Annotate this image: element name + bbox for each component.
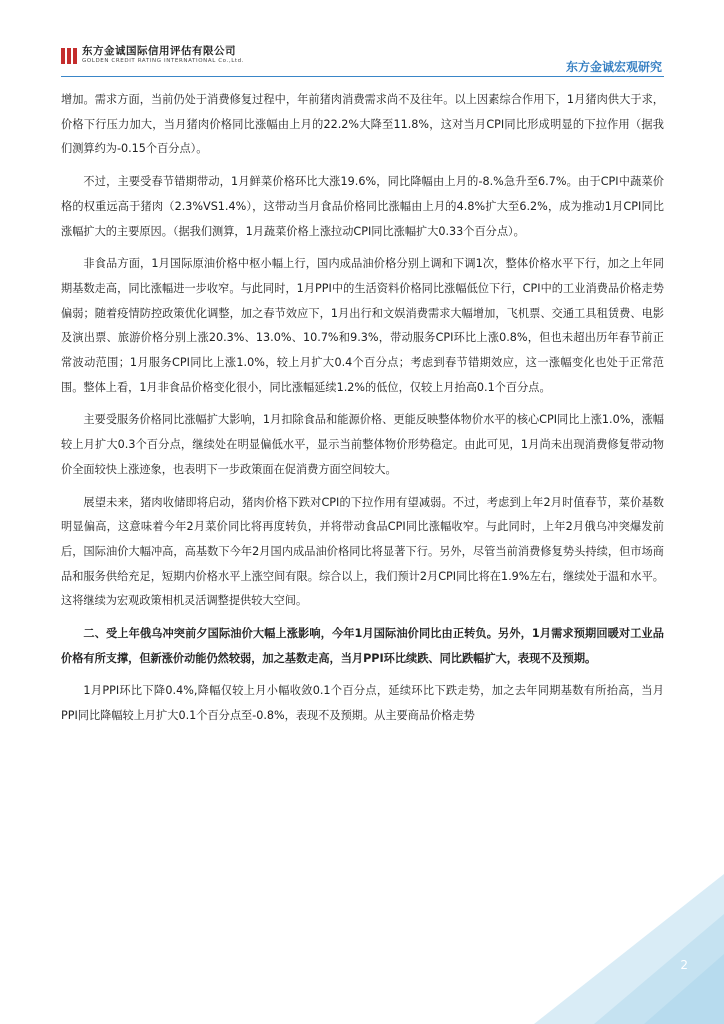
page-header	[0, 0, 724, 80]
section-heading: 二、受上年俄乌冲突前夕国际油价大幅上涨影响，今年1月国际油价同比由正转负。另外，1月需求预期回暖对工业品价格有所支撑，但新涨价动能仍然较弱，加之基数走高，当月PPI环比续跌、同比跌幅扩大，表现不及预期。	[61, 627, 664, 665]
paragraph-2: 不过，主要受春节错期带动，1月鲜菜价格环比大涨19.6%，同比降幅由上月的-8.%急升至6.7%。由于CPI中蔬菜价格的权重远高于猪肉（2.3%VS1.4%），这带动当月食品价格同比涨幅由上月的4.8%扩大至6.2%，成为推动1月CPI同比涨幅扩大的主要原因。（据我们测算，1月蔬菜价格上涨拉动CPI同比涨幅扩大0.33个百分点）。	[61, 175, 664, 238]
company-logo	[82, 46, 244, 64]
logo-icon	[61, 48, 77, 64]
paragraph-5: 展望未来，猪肉收储即将启动，猪肉价格下跌对CPI的下拉作用有望减弱。不过，考虑到上年2月时值春节，菜价基数明显偏高，这意味着今年2月菜价同比将再度转负，并将带动食品CPI同比涨幅收窄。与此同时，上年2月俄乌冲突爆发前后，国际油价大幅冲高，高基数下今年2月国内成品油价格同比将显著下行。另外，尽管当前消费修复势头持续，但市场商品和服务供给充足，短期内价格水平上涨空间有限。综合以上，我们预计2月CPI同比将在1.9%左右，继续处于温和水平。这将继续为宏观政策相机灵活调整提供较大空间。	[61, 495, 664, 608]
paragraph-4: 主要受服务价格同比涨幅扩大影响，1月扣除食品和能源价格、更能反映整体物价水平的核心CPI同比上涨1.0%，涨幅较上月扩大0.3个百分点，继续处在明显偏低水平，显示当前整体物价形势稳定。由此可见，1月尚未出现消费修复带动物价全面较快上涨迹象，也表明下一步政策面在促消费方面空间较大。	[61, 413, 664, 476]
document-body	[61, 88, 664, 737]
header-divider	[61, 76, 664, 77]
paragraph-7: 1月PPI环比下降0.4%,降幅仅较上月小幅收敛0.1个百分点，延续环比下跌走势，加之去年同期基数有所抬高，当月PPI同比降幅较上月扩大0.1个百分点至-0.8%，表现不及预期。从主要商品价格走势	[61, 684, 664, 723]
page-number: 2	[680, 958, 688, 972]
paragraph-3: 非食品方面，1月国际原油价格中枢小幅上行，国内成品油价格分别上调和下调1次，整体价格水平下行，加之上年同期基数走高，同比涨幅进一步收窄。与此同时，1月PPI中的生活资料价格同比涨幅低位下行，CPI中的工业消费品价格走势偏弱；随着疫情防控政策优化调整，加之春节效应下，1月出行和文娱消费需求大幅增加，飞机票、交通工具租赁费、电影及演出票、旅游价格分别上涨20.3%、13.0%、10.7%和9.3%，带动服务CPI环比上涨0.8%，但也未超出历年春节前正常波动范围；1月服务CPI同比上涨1.0%，较上月扩大0.4个百分点；考虑到春节错期效应，这一涨幅变化也处于正常范围。整体上看，1月非食品价格变化很小，同比涨幅延续1.2%的低位，仅较上月抬高0.1个百分点。	[61, 257, 664, 394]
logo-english-name: GOLDEN CREDIT RATING INTERNATIONAL Co.,Ltd.	[82, 57, 245, 64]
corner-triangle-graphic	[534, 874, 724, 1024]
logo-chinese-name: 东方金诚国际信用评估有限公司	[82, 45, 236, 57]
paragraph-1: 增加。需求方面，当前仍处于消费修复过程中，年前猪肉消费需求尚不及往年。以上因素综合作用下，1月猪肉供大于求，价格下行压力加大，当月猪肉价格同比涨幅由上月的22.2%大降至11.8%，这对当月CPI同比形成明显的下拉作用（据我们测算约为-0.15个百分点）。	[61, 93, 664, 156]
report-series-title: 东方金诚宏观研究	[565, 60, 662, 74]
